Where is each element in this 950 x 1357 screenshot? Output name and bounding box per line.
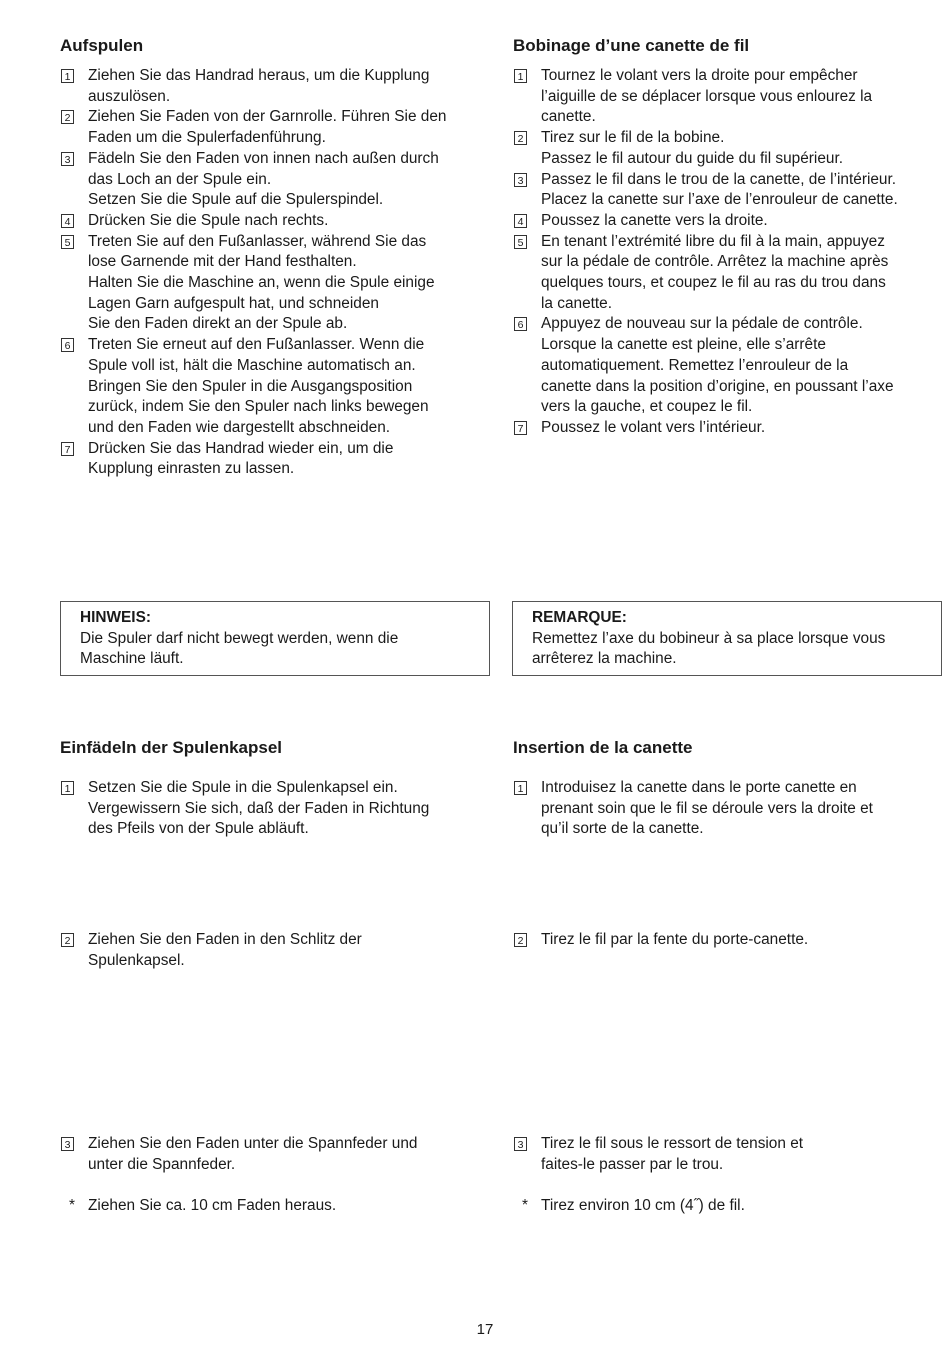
step-text-line: faites-le passer par le trou. bbox=[541, 1155, 724, 1173]
threading-step-3-fr bbox=[513, 1134, 945, 1175]
step-text-line: sur la pédale de contrôle. Arrêtez la machine après bbox=[541, 253, 889, 271]
step-number: 3 bbox=[61, 152, 74, 166]
step-text-line: Passez le fil dans le trou de la canette, de l’intérieur. bbox=[541, 170, 897, 188]
step-text-line: Lagen Garn aufgespult hat, und schneiden bbox=[88, 294, 379, 312]
step-text-line: Sie den Faden direkt an der Spule ab. bbox=[88, 315, 348, 333]
step-text-line: vers la gauche, et coupez le fil. bbox=[541, 398, 753, 416]
step-item bbox=[60, 335, 492, 439]
threading-step-1-fr bbox=[513, 778, 945, 840]
step-number: 5 bbox=[514, 235, 527, 249]
footnote-fr bbox=[513, 1196, 945, 1217]
step-list bbox=[60, 66, 492, 480]
step-text-line: la canette. bbox=[541, 294, 613, 312]
footnote-text: Ziehen Sie ca. 10 cm Faden heraus. bbox=[88, 1197, 337, 1214]
step-number: 2 bbox=[61, 933, 74, 947]
step-number: 7 bbox=[514, 421, 527, 435]
step-text-line: Ziehen Sie Faden von der Garnrolle. Führen Sie den bbox=[88, 108, 447, 126]
step-text-line: Lorsque la canette est pleine, elle s’arrête bbox=[541, 336, 826, 354]
step-text-line: Setzen Sie die Spule in die Spulenkapsel ein. bbox=[88, 779, 398, 796]
step-number: 2 bbox=[61, 110, 74, 124]
step-item bbox=[513, 930, 945, 951]
step-number: 6 bbox=[61, 338, 74, 352]
footnote-item bbox=[60, 1196, 492, 1217]
step-number: 3 bbox=[514, 173, 527, 187]
note-title: REMARQUE: bbox=[532, 609, 627, 626]
step-text-line: quelques tours, et coupez le fil au ras du trou dans bbox=[541, 274, 886, 292]
step-item bbox=[60, 232, 492, 336]
note-title: HINWEIS: bbox=[80, 609, 151, 626]
step-number: 1 bbox=[61, 781, 74, 795]
step-number: 7 bbox=[61, 442, 74, 456]
step-text-line: lose Garnende mit der Hand festhalten. bbox=[88, 253, 357, 271]
step-text-line: das Loch an der Spule ein. bbox=[88, 170, 272, 188]
step-item bbox=[60, 107, 492, 148]
step-number: 4 bbox=[514, 214, 527, 228]
section-title-threading-de: Einfädeln der Spulenkapsel bbox=[60, 738, 283, 757]
step-item bbox=[513, 66, 945, 128]
step-text-line: l’aiguille de se déplacer lorsque vous enlourez la bbox=[541, 87, 873, 105]
step-item bbox=[60, 439, 492, 480]
step-number: 3 bbox=[61, 1137, 74, 1151]
step-text-line: und den Faden wie dargestellt abschneiden. bbox=[88, 418, 391, 436]
step-text-line: unter die Spannfeder. bbox=[88, 1155, 236, 1173]
step-text-line: Spulenkapsel. bbox=[88, 951, 185, 969]
note-text-line: Remettez l’axe du bobineur à sa place lorsque vous bbox=[532, 629, 886, 647]
step-text-line: Ziehen Sie das Handrad heraus, um die Kupplung bbox=[88, 67, 430, 84]
step-number: 2 bbox=[514, 933, 527, 947]
step-text-line: canette. bbox=[541, 108, 596, 126]
note-box-fr bbox=[512, 601, 942, 676]
step-item bbox=[60, 66, 492, 107]
asterisk-mark: * bbox=[69, 1197, 75, 1214]
step-text-line: zurück, indem Sie den Spuler nach links bewegen bbox=[88, 398, 429, 416]
note-box-de bbox=[60, 601, 490, 676]
asterisk-mark: * bbox=[522, 1197, 528, 1214]
step-text-line: Introduisez la canette dans le porte canette en bbox=[541, 779, 857, 796]
step-text-line: Passez le fil autour du guide du fil supérieur. bbox=[541, 149, 844, 167]
threading-step-3-de bbox=[60, 1134, 492, 1175]
step-number: 5 bbox=[61, 235, 74, 249]
step-item bbox=[60, 930, 492, 971]
step-text-line: Setzen Sie die Spule auf die Spulerspindel. bbox=[88, 191, 384, 209]
step-item bbox=[513, 232, 945, 315]
footnote-item bbox=[513, 1196, 945, 1217]
step-text-line: des Pfeils von der Spule abläuft. bbox=[88, 820, 309, 838]
step-text-line: Poussez le volant vers l’intérieur. bbox=[541, 418, 766, 436]
section-winding-de bbox=[60, 35, 492, 480]
step-text-line: Appuyez de nouveau sur la pédale de contrôle. bbox=[541, 315, 863, 333]
step-text-line: Poussez la canette vers la droite. bbox=[541, 211, 768, 229]
step-text-line: canette dans la position d’origine, en poussant l’axe bbox=[541, 377, 894, 395]
step-item bbox=[513, 418, 945, 439]
step-text-line: Fädeln Sie den Faden von innen nach außen durch bbox=[88, 149, 439, 167]
step-item bbox=[513, 128, 945, 169]
step-text-line: automatiquement. Remettez l’enrouleur de la bbox=[541, 356, 849, 374]
threading-step-1-de bbox=[60, 778, 492, 840]
step-text-line: auszulösen. bbox=[88, 87, 171, 105]
step-text-line: Placez la canette sur l’axe de l’enrouleur de canette. bbox=[541, 191, 898, 209]
step-text-line: Treten Sie auf den Fußanlasser, während Sie das bbox=[88, 232, 427, 250]
step-text-line: Drücken Sie das Handrad wieder ein, um die bbox=[88, 439, 394, 457]
step-number: 4 bbox=[61, 214, 74, 228]
step-number: 6 bbox=[514, 317, 527, 331]
step-item bbox=[513, 314, 945, 418]
step-item bbox=[60, 211, 492, 232]
step-text-line: qu’il sorte de la canette. bbox=[541, 820, 704, 838]
step-item bbox=[513, 211, 945, 232]
footnote-text: Tirez environ 10 cm (4˝) de fil. bbox=[541, 1197, 745, 1214]
step-item bbox=[513, 778, 945, 840]
step-text-line: Vergewissern Sie sich, daß der Faden in Richtung bbox=[88, 799, 430, 817]
step-number: 1 bbox=[61, 69, 74, 83]
step-text-line: Faden um die Spulerfadenführung. bbox=[88, 129, 326, 147]
step-text-line: Tirez sur le fil de la bobine. bbox=[541, 129, 725, 147]
section-title-threading-fr: Insertion de la canette bbox=[513, 738, 693, 757]
footnote-de bbox=[60, 1196, 492, 1217]
note-text-line: arrêterez la machine. bbox=[532, 650, 677, 668]
section-title: Aufspulen bbox=[60, 36, 144, 55]
step-item bbox=[60, 1134, 492, 1175]
step-text-line: Tirez le fil sous le ressort de tension et bbox=[541, 1135, 804, 1152]
step-item bbox=[60, 149, 492, 211]
step-list bbox=[513, 66, 945, 439]
step-text-line: Drücken Sie die Spule nach rechts. bbox=[88, 211, 329, 229]
step-text-line: Treten Sie erneut auf den Fußanlasser. Wenn die bbox=[88, 336, 425, 354]
step-text-line: Ziehen Sie den Faden unter die Spannfeder und bbox=[88, 1135, 418, 1152]
note-text-line: Die Spuler darf nicht bewegt werden, wenn die bbox=[80, 629, 399, 647]
step-text-line: Spule voll ist, hält die Maschine automatisch an. bbox=[88, 356, 416, 374]
step-number: 1 bbox=[514, 781, 527, 795]
page-number: 17 bbox=[476, 1321, 494, 1338]
step-item bbox=[60, 778, 492, 840]
step-text-line: Tournez le volant vers la droite pour empêcher bbox=[541, 67, 858, 84]
step-text-line: Kupplung einrasten zu lassen. bbox=[88, 460, 295, 478]
step-text-line: Tirez le fil par la fente du porte-canette. bbox=[541, 931, 809, 948]
step-number: 3 bbox=[514, 1137, 527, 1151]
threading-step-2-fr bbox=[513, 930, 945, 951]
step-text-line: Ziehen Sie den Faden in den Schlitz der bbox=[88, 931, 362, 948]
note-text-line: Maschine läuft. bbox=[80, 650, 184, 668]
step-text-line: Halten Sie die Maschine an, wenn die Spule einige bbox=[88, 274, 435, 292]
section-winding-fr bbox=[513, 35, 945, 439]
step-item bbox=[513, 170, 945, 211]
threading-step-2-de bbox=[60, 930, 492, 971]
step-number: 1 bbox=[514, 69, 527, 83]
step-text-line: En tenant l’extrémité libre du fil à la main, appuyez bbox=[541, 232, 885, 250]
step-number: 2 bbox=[514, 131, 527, 145]
step-text-line: prenant soin que le fil se déroule vers la droite et bbox=[541, 799, 873, 817]
step-item bbox=[513, 1134, 945, 1175]
step-text-line: Bringen Sie den Spuler in die Ausgangsposition bbox=[88, 377, 413, 395]
section-title: Bobinage d’une canette de fil bbox=[513, 36, 750, 55]
